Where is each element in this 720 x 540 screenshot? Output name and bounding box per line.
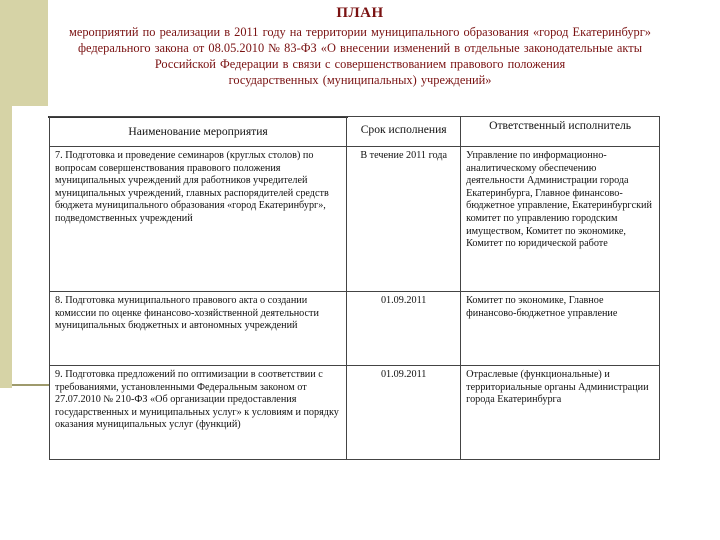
subtitle-line: федерального закона от 08.05.2010 № 83-ФЗ «О внесении изменений в отдельные законодательные акты [77, 41, 643, 55]
cell-term: 01.09.2011 [347, 366, 461, 460]
accent-line [12, 384, 50, 386]
cell-term: В течение 2011 года [347, 147, 461, 292]
document-title: ПЛАН [336, 5, 384, 21]
cell-name: 8. Подготовка муниципального правового акта о создании комиссии по оценке финансово-хозяйственной деятельности муниципальных бюджетных и автономных учреждений [50, 292, 347, 366]
cell-responsible: Комитет по экономике, Главное финансово-бюджетное управление [461, 292, 660, 366]
header-name: Наименование мероприятия [50, 117, 347, 147]
subtitle-line: государственных (муниципальных) учреждений» [228, 73, 492, 87]
plan-table [49, 116, 660, 460]
subtitle-line: мероприятий по реализации в 2011 году на территории муниципального образования «город Екатеринбург» [68, 25, 651, 39]
document-subtitle [18, 24, 702, 88]
table-header-row [50, 117, 660, 147]
table-row [50, 147, 660, 292]
cell-responsible: Отраслевые (функциональные) и территориальные органы Администрации города Екатеринбурга [461, 366, 660, 460]
table-row [50, 366, 660, 460]
subtitle-line: Российской Федерации в связи с совершенствованием правового положения [154, 57, 566, 71]
cell-responsible: Управление по информационно-аналитическому обеспечению деятельности Администрации города Екатеринбурга, Главное финансово-бюджетное управление, Екатеринбургский комитет по управлению городским имуществом, Комитет по экономике, Комитет по юридической работе [461, 147, 660, 292]
accent-bar-left [0, 106, 12, 388]
header-responsible: Ответственный исполнитель [461, 117, 660, 147]
cell-name: 9. Подготовка предложений по оптимизации в соответствии с требованиями, установленными Федеральным законом от 27.07.2010 № 210-ФЗ «Об организации предоставления государственных и муниципальных услуг» к условиям и порядку оказания муниципальных услуг (функций) [50, 366, 347, 460]
table-row [50, 292, 660, 366]
cell-name: 7. Подготовка и проведение семинаров (круглых столов) по вопросам совершенствования правового положения муниципальных учреждений для работников учредителей муниципальных учреждений, главных распорядителей средств бюджета муниципального образования «город Екатеринбург», подведомственных учреждений [50, 147, 347, 292]
header-term: Срок исполнения [347, 117, 461, 147]
cell-term: 01.09.2011 [347, 292, 461, 366]
